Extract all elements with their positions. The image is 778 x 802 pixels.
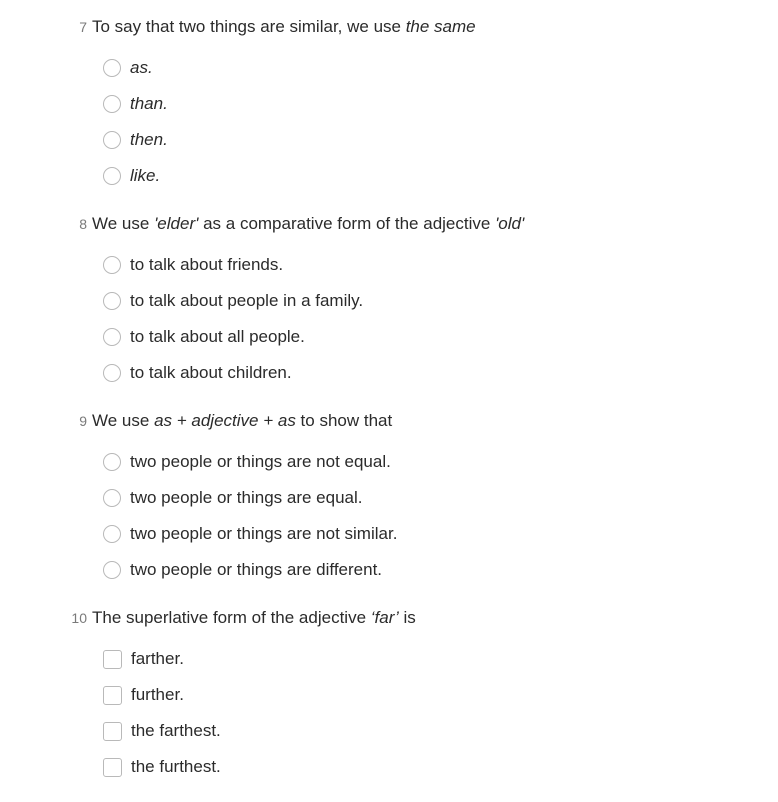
- question-text: To say that two things are similar, we use the same: [92, 17, 476, 36]
- radio-button[interactable]: [103, 328, 121, 346]
- question-number: 7: [79, 19, 87, 35]
- option-than[interactable]: [0, 86, 778, 122]
- question-header: [0, 408, 778, 434]
- answer-options: [0, 444, 778, 588]
- option-label: than.: [130, 94, 168, 113]
- radio-button[interactable]: [103, 453, 121, 471]
- question-number: 8: [79, 216, 87, 232]
- option-different[interactable]: [0, 552, 778, 588]
- checkbox[interactable]: [103, 722, 122, 741]
- option-equal[interactable]: [0, 480, 778, 516]
- question-10: [0, 605, 778, 785]
- quiz-question-list: [0, 14, 778, 802]
- option-the-farthest[interactable]: [0, 713, 778, 749]
- answer-options: [0, 247, 778, 391]
- question-text: We use 'elder' as a comparative form of the adjective 'old': [92, 214, 525, 233]
- radio-button[interactable]: [103, 256, 121, 274]
- option-label: two people or things are different.: [130, 560, 383, 579]
- question-header: [0, 605, 778, 631]
- question-header: [0, 211, 778, 237]
- option-label: two people or things are equal.: [130, 488, 363, 507]
- option-label: farther.: [131, 649, 184, 668]
- radio-button[interactable]: [103, 561, 121, 579]
- option-label: like.: [130, 166, 161, 185]
- question-text: We use as + adjective + as to show that: [92, 411, 393, 430]
- radio-button[interactable]: [103, 489, 121, 507]
- option-not-equal[interactable]: [0, 444, 778, 480]
- option-label: to talk about children.: [130, 363, 292, 382]
- option-then[interactable]: [0, 122, 778, 158]
- radio-button[interactable]: [103, 131, 121, 149]
- option-not-similar[interactable]: [0, 516, 778, 552]
- option-children[interactable]: [0, 355, 778, 391]
- question-number: 10: [71, 610, 87, 626]
- question-7: [0, 14, 778, 194]
- radio-button[interactable]: [103, 525, 121, 543]
- option-label: then.: [130, 130, 168, 149]
- option-friends[interactable]: [0, 247, 778, 283]
- question-9: [0, 408, 778, 588]
- answer-options: [0, 50, 778, 194]
- option-label: further.: [131, 685, 184, 704]
- option-farther[interactable]: [0, 641, 778, 677]
- option-label: to talk about friends.: [130, 255, 284, 274]
- option-label: two people or things are not similar.: [130, 524, 398, 543]
- option-label: to talk about people in a family.: [130, 291, 364, 310]
- option-label: two people or things are not equal.: [130, 452, 391, 471]
- answer-options: [0, 641, 778, 785]
- checkbox[interactable]: [103, 650, 122, 669]
- option-further[interactable]: [0, 677, 778, 713]
- option-as[interactable]: [0, 50, 778, 86]
- checkbox[interactable]: [103, 758, 122, 777]
- option-label: the furthest.: [131, 757, 221, 776]
- option-label: as.: [130, 58, 153, 77]
- option-label: the farthest.: [131, 721, 221, 740]
- option-like[interactable]: [0, 158, 778, 194]
- question-number: 9: [79, 413, 87, 429]
- radio-button[interactable]: [103, 364, 121, 382]
- question-8: [0, 211, 778, 391]
- radio-button[interactable]: [103, 95, 121, 113]
- question-header: [0, 14, 778, 40]
- question-text: The superlative form of the adjective ‘far’ is: [92, 608, 416, 627]
- option-all-people[interactable]: [0, 319, 778, 355]
- option-label: to talk about all people.: [130, 327, 305, 346]
- radio-button[interactable]: [103, 59, 121, 77]
- radio-button[interactable]: [103, 167, 121, 185]
- option-family[interactable]: [0, 283, 778, 319]
- checkbox[interactable]: [103, 686, 122, 705]
- radio-button[interactable]: [103, 292, 121, 310]
- option-the-furthest[interactable]: [0, 749, 778, 785]
